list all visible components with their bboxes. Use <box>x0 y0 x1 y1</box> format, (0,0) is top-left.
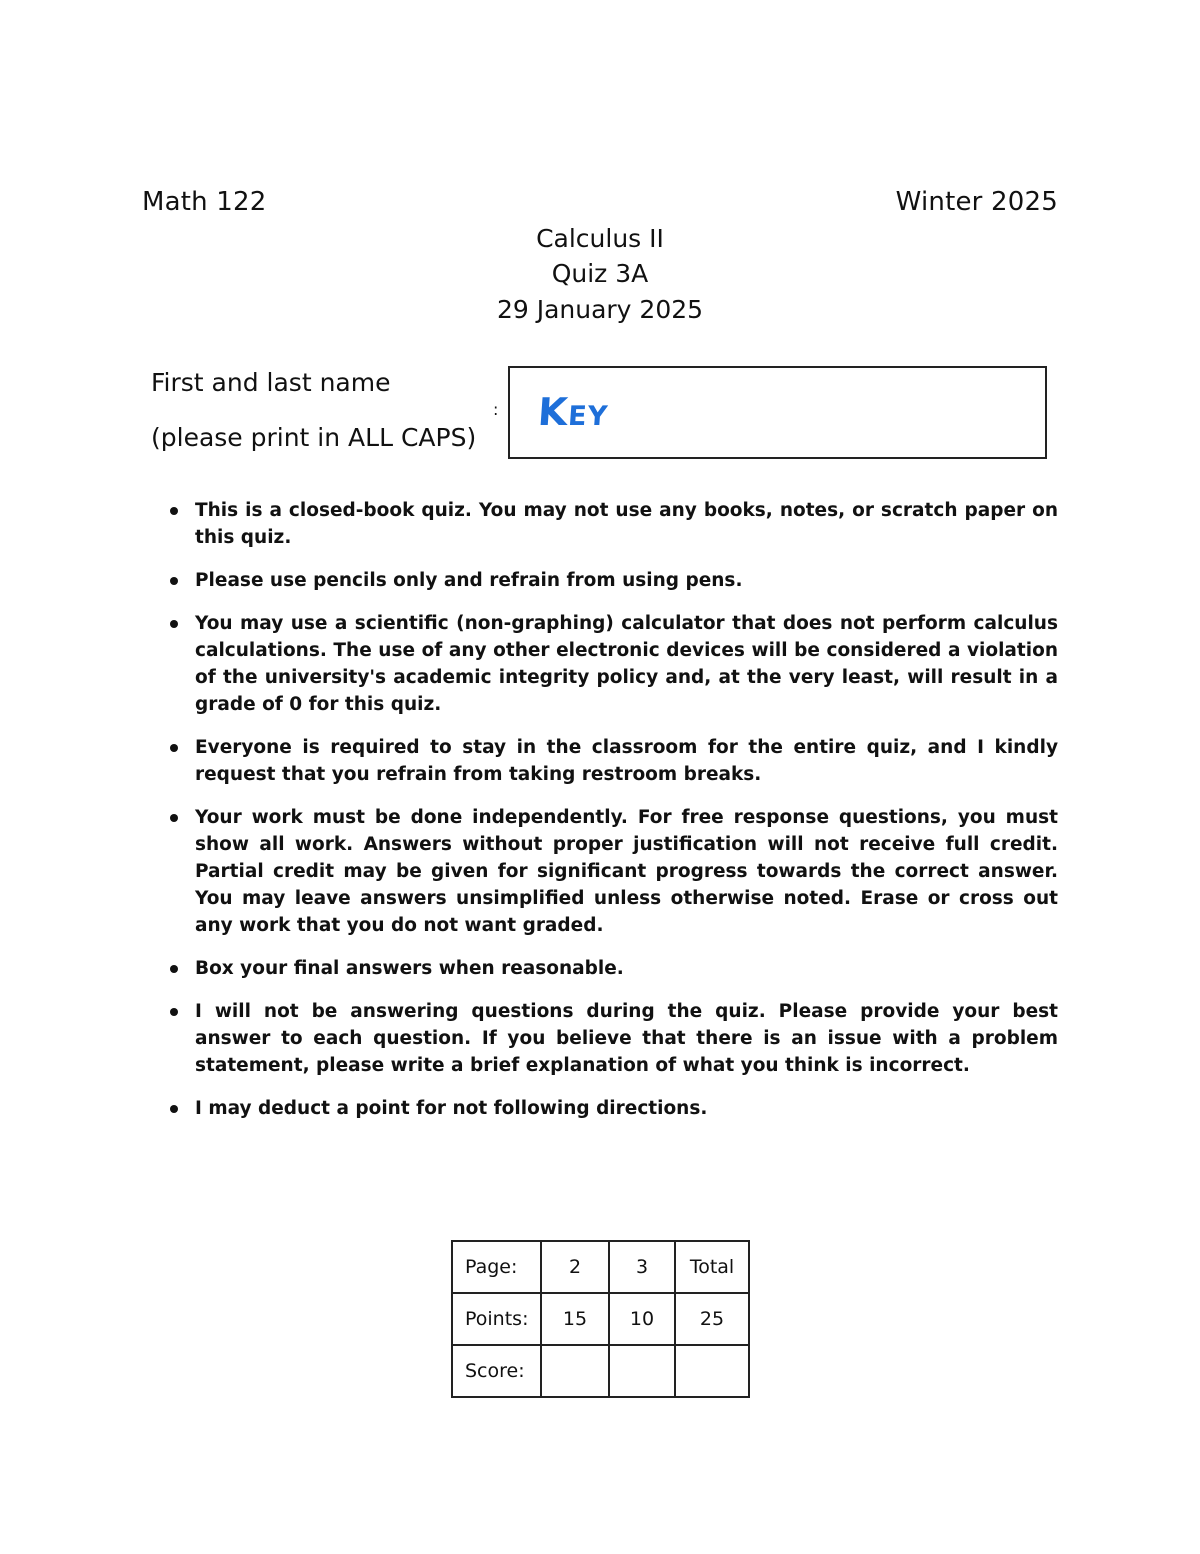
table-cell: 3 <box>609 1241 675 1293</box>
course-name: Math 122 <box>142 187 267 217</box>
instruction-item <box>168 804 1058 939</box>
instruction-item <box>168 567 1058 594</box>
term-label: Winter 2025 <box>895 187 1058 217</box>
table-cell: Total <box>675 1241 749 1293</box>
instruction-item <box>168 610 1058 718</box>
instruction-item <box>168 497 1058 551</box>
table-cell: 10 <box>609 1293 675 1345</box>
bullet-icon <box>170 577 178 585</box>
instruction-text: You may use a scientific (non-graphing) calculator that does not perform calculus calculations. The use of any other electronic devices will be considered a violation of the university's academic integrity policy and, at the very least, will result in a grade of 0 for this quiz. <box>195 613 1058 715</box>
bullet-icon <box>170 507 178 515</box>
instruction-text: This is a closed-book quiz. You may not use any books, notes, or scratch paper on this quiz. <box>195 500 1058 548</box>
bullet-icon <box>170 744 178 752</box>
table-cell[interactable] <box>609 1345 675 1397</box>
row-header-cell: Page: <box>452 1241 541 1293</box>
quiz-title: Quiz 3A <box>551 259 649 288</box>
name-value: Key <box>536 390 610 434</box>
name-instruction-label: (please print in ALL CAPS) <box>151 423 477 452</box>
bullet-icon <box>170 620 178 628</box>
row-header-cell: Points: <box>452 1293 541 1345</box>
instruction-item <box>168 998 1058 1079</box>
instruction-item <box>168 734 1058 788</box>
score-row <box>452 1345 749 1397</box>
instruction-text: Box your final answers when reasonable. <box>195 958 624 979</box>
quiz-date: 29 January 2025 <box>496 295 704 324</box>
instruction-text: Your work must be done independently. For free response questions, you must show all work. Answers without proper justification will not receive full credit. Partial credit may be given for significant progress towards the correct answer. You may leave answers unsimplified unless otherwise noted. Erase or cross out any work that you do not want graded. <box>195 807 1058 936</box>
score-table <box>451 1240 750 1398</box>
bullet-icon <box>170 1105 178 1113</box>
row-header-cell: Score: <box>452 1345 541 1397</box>
instruction-item <box>168 1095 1058 1122</box>
table-cell[interactable] <box>675 1345 749 1397</box>
bullet-icon <box>170 965 178 973</box>
instruction-text: Everyone is required to stay in the classroom for the entire quiz, and I kindly request that you refrain from taking restroom breaks. <box>195 737 1058 785</box>
course-subtitle: Calculus II <box>536 224 664 253</box>
name-colon: : <box>493 400 499 419</box>
page-row <box>452 1241 749 1293</box>
points-row <box>452 1293 749 1345</box>
table-cell: 15 <box>541 1293 609 1345</box>
table-cell: 25 <box>675 1293 749 1345</box>
name-field[interactable] <box>508 366 1047 459</box>
instruction-item <box>168 955 1058 982</box>
table-cell[interactable] <box>541 1345 609 1397</box>
table-cell: 2 <box>541 1241 609 1293</box>
name-label: First and last name <box>151 368 391 397</box>
instruction-text: I may deduct a point for not following directions. <box>195 1098 708 1119</box>
bullet-icon <box>170 814 178 822</box>
instructions-list <box>168 497 1058 1138</box>
bullet-icon <box>170 1008 178 1016</box>
instruction-text: I will not be answering questions during the quiz. Please provide your best answer to each question. If you believe that there is an issue with a problem statement, please write a brief explanation of what you think is incorrect. <box>195 1001 1058 1076</box>
instruction-text: Please use pencils only and refrain from using pens. <box>195 570 743 591</box>
